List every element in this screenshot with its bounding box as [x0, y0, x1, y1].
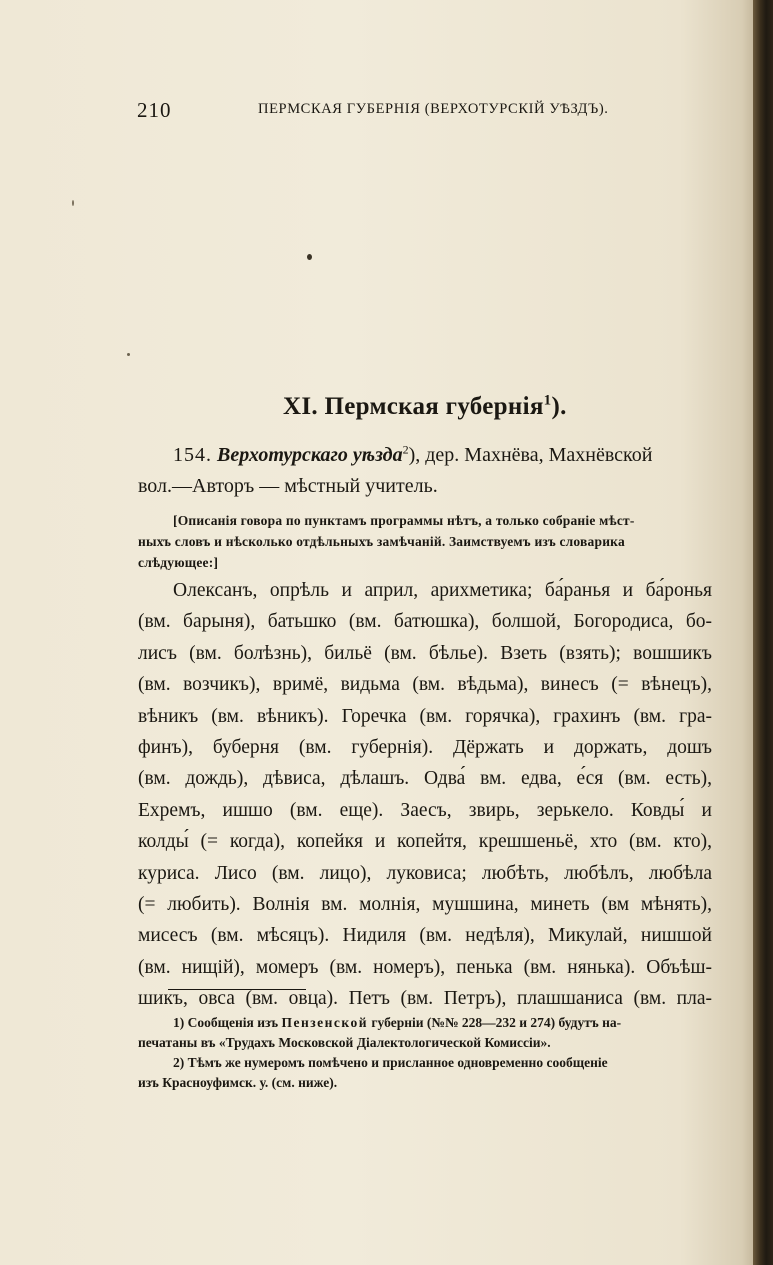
page-number: 210 — [137, 98, 172, 122]
footnote-2-continuation: изъ Красноуфимск. у. (см. ниже). — [138, 1075, 338, 1090]
running-head: ПЕРМСКАЯ ГУБЕРНІЯ (ВЕРХОТУРСКІЙ УѢЗДЪ). — [258, 101, 609, 117]
book-spine-edge — [753, 0, 773, 1265]
ink-speck — [72, 200, 74, 206]
editor-note-line: [Описанія говора по пунктамъ программы нѣтъ, а только собраніе мѣст- — [173, 513, 635, 528]
section-heading-end: ). — [551, 393, 567, 420]
footnote-1 — [138, 1013, 712, 1033]
glossary-line: вѣникъ (вм. вѣникъ). Горечка (вм. горячка), грахинъ (вм. гра- — [138, 705, 712, 727]
glossary-line: шикъ, овса (вм. овца). Петъ (вм. Петръ), плашшаниса (вм. пла- — [138, 988, 712, 1010]
entry-district: Верхотурскаго уѣзда — [217, 444, 403, 466]
footnote-marker: 1) — [173, 1015, 185, 1030]
footnote-ref-2: 2 — [402, 442, 409, 457]
glossary-line: (вм. барыня), батьшко (вм. батюшка), болшой, Богородиса, бо- — [138, 611, 712, 633]
entry-number: 154. — [173, 444, 212, 466]
dialect-glossary — [138, 575, 712, 1015]
entry-header — [138, 440, 712, 502]
entry-line-1 — [138, 440, 712, 471]
footnote-text-spaced: Пензенской — [281, 1015, 369, 1030]
glossary-line: мисесъ (вм. мѣсяцъ). Нидиля (вм. недѣля), Микулай, нишшой — [138, 925, 712, 947]
footnote-divider — [168, 989, 306, 990]
footnote-text: губерніи (№№ 228—232 и 274) будутъ на- — [371, 1015, 622, 1030]
ink-speck — [307, 254, 312, 260]
glossary-line: (вм. возчикъ), вримё, видьма (вм. вѣдьма), винесъ (= вѣнецъ), — [138, 674, 712, 696]
section-heading-text: XI. Пермская губернія — [283, 393, 544, 420]
glossary-line: Ехремъ, ишшо (вм. еще). Заесъ, звирь, зерькело. Ковды́ и — [138, 799, 712, 821]
footnote-1-continuation: печатаны въ «Трудахъ Московской Діалектологической Комиссіи». — [138, 1035, 551, 1050]
glossary-line: Олексанъ, опрѣль и април, арихметика; ба́ранья и ба́ронья — [173, 580, 712, 601]
editor-note — [138, 510, 712, 573]
footnote-text: Сообщенія изъ — [187, 1015, 279, 1030]
glossary-line: (= любить). Волнія вм. молнія, мушшина, минеть (вм мѣнять), — [138, 894, 712, 916]
entry-line-2: вол.—Авторъ — мѣстный учитель. — [138, 475, 438, 497]
glossary-line: (вм. дождь), дѣвиса, дѣлашъ. Одва́ вм. едва, е́ся (вм. есть), — [138, 768, 712, 790]
glossary-line: (вм. нищій), момеръ (вм. номеръ), пенька (вм. нянька). Объѣш- — [138, 956, 712, 978]
glossary-line: финъ), буберня (вм. губернія). Дёржать и доржать, дошъ — [138, 737, 712, 759]
glossary-line: лисъ (вм. болѣзнь), бильё (вм. бѣлье). Взеть (взять); вошшикъ — [138, 642, 712, 664]
footnote-marker: 2) — [173, 1055, 185, 1070]
glossary-line: колды́ (= когда), копейкя и копейтя, крешшеньё, хто (вм. кто), — [138, 831, 712, 853]
glossary-line: куриса. Лисо (вм. лицо), луковиса; любѣть, любѣлъ, любѣла — [138, 862, 712, 884]
footnotes — [138, 1013, 712, 1093]
footnote-ref-1: 1 — [543, 392, 552, 409]
footnote-text: Тѣмъ же нумеромъ помѣчено и присланное одновременно сообщеніе — [187, 1055, 608, 1070]
section-heading — [283, 393, 567, 421]
editor-note-line: слѣдующее:] — [138, 555, 219, 570]
footnote-2 — [138, 1053, 712, 1073]
editor-note-line: ныхъ словъ и нѣсколько отдѣльныхъ замѣчаній. Заимствуемъ изъ словарика — [138, 534, 625, 549]
entry-location: ), дер. Махнёва, Махнёвской — [408, 444, 653, 466]
ink-speck — [127, 353, 130, 356]
